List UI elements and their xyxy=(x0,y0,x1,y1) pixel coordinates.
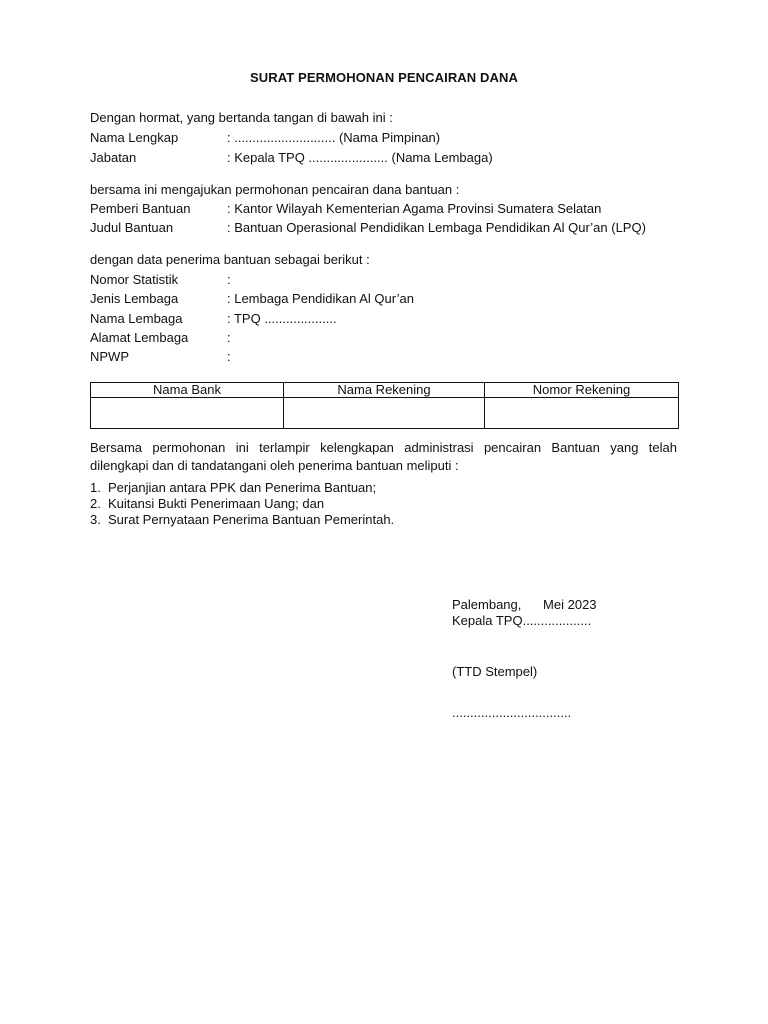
letter-title: SURAT PERMOHONAN PENCAIRAN DANA xyxy=(250,70,518,85)
field-value: : xyxy=(227,349,231,364)
greeting: Dengan hormat, yang bertanda tangan di bawah ini : xyxy=(90,110,393,125)
field-nama-lembaga xyxy=(90,311,690,327)
field-label: NPWP xyxy=(90,349,129,364)
bank-account-table xyxy=(90,382,679,429)
cell-nomor-rekening xyxy=(485,398,679,429)
field-value: : Kepala TPQ ...................... (Nama Lembaga) xyxy=(227,150,493,165)
list-text: Perjanjian antara PPK dan Penerima Bantuan; xyxy=(108,480,377,495)
attachment-list xyxy=(90,480,394,528)
field-label: Pemberi Bantuan xyxy=(90,201,191,216)
field-value: : xyxy=(227,272,231,287)
field-label: Nama Lembaga xyxy=(90,311,183,326)
field-nomor-statistik xyxy=(90,272,690,288)
field-value: : ............................ (Nama Pimpinan) xyxy=(227,130,441,145)
list-text: Surat Pernyataan Penerima Bantuan Pemerintah. xyxy=(108,512,395,527)
field-label: Jenis Lembaga xyxy=(90,291,179,306)
field-alamat-lembaga xyxy=(90,330,690,346)
field-jabatan xyxy=(90,150,690,166)
field-label: Nama Lengkap xyxy=(90,130,179,145)
header-nama-rekening: Nama Rekening xyxy=(284,383,485,398)
request-intro: bersama ini mengajukan permohonan pencairan dana bantuan : xyxy=(90,182,460,197)
field-value: : xyxy=(227,330,231,345)
field-label: Jabatan xyxy=(90,150,137,165)
signature-stamp: (TTD Stempel) xyxy=(452,664,538,679)
field-label: Judul Bantuan xyxy=(90,220,174,235)
field-judul-bantuan xyxy=(90,220,690,236)
attachment-line-2: dilengkapi dan di tandatangani oleh penerima bantuan meliputi : xyxy=(90,458,459,473)
cell-nama-rekening xyxy=(284,398,485,429)
header-nomor-rekening: Nomor Rekening xyxy=(485,383,679,398)
list-number: 2. xyxy=(90,496,101,511)
field-pemberi-bantuan xyxy=(90,201,690,217)
list-item xyxy=(90,512,394,528)
list-number: 3. xyxy=(90,512,101,527)
field-value: : Kantor Wilayah Kementerian Agama Provinsi Sumatera Selatan xyxy=(227,201,602,216)
recipient-intro: dengan data penerima bantuan sebagai berikut : xyxy=(90,252,370,267)
attachment-paragraph xyxy=(90,439,677,475)
list-text: Kuitansi Bukti Penerimaan Uang; dan xyxy=(108,496,325,511)
field-label: Alamat Lembaga xyxy=(90,330,189,345)
field-jenis-lembaga xyxy=(90,291,690,307)
list-item xyxy=(90,496,394,512)
signature-name-line: ................................. xyxy=(452,705,572,720)
field-value: : TPQ .................... xyxy=(227,311,337,326)
attachment-line-1: Bersama permohonan ini terlampir kelengkapan administrasi pencairan Bantuan yang telah xyxy=(90,440,677,455)
field-label: Nomor Statistik xyxy=(90,272,179,287)
table-header-row xyxy=(91,383,679,398)
signature-place-date: Palembang, Mei 2023 xyxy=(452,597,597,612)
table-row xyxy=(91,398,679,429)
field-npwp xyxy=(90,349,690,365)
list-number: 1. xyxy=(90,480,101,495)
list-item xyxy=(90,480,394,496)
field-value: : Lembaga Pendidikan Al Qur’an xyxy=(227,291,414,306)
signature-position: Kepala TPQ................... xyxy=(452,613,592,628)
cell-nama-bank xyxy=(91,398,284,429)
field-value: : Bantuan Operasional Pendidikan Lembaga Pendidikan Al Qur’an (LPQ) xyxy=(227,220,646,235)
field-nama-lengkap xyxy=(90,130,690,146)
header-nama-bank: Nama Bank xyxy=(91,383,284,398)
